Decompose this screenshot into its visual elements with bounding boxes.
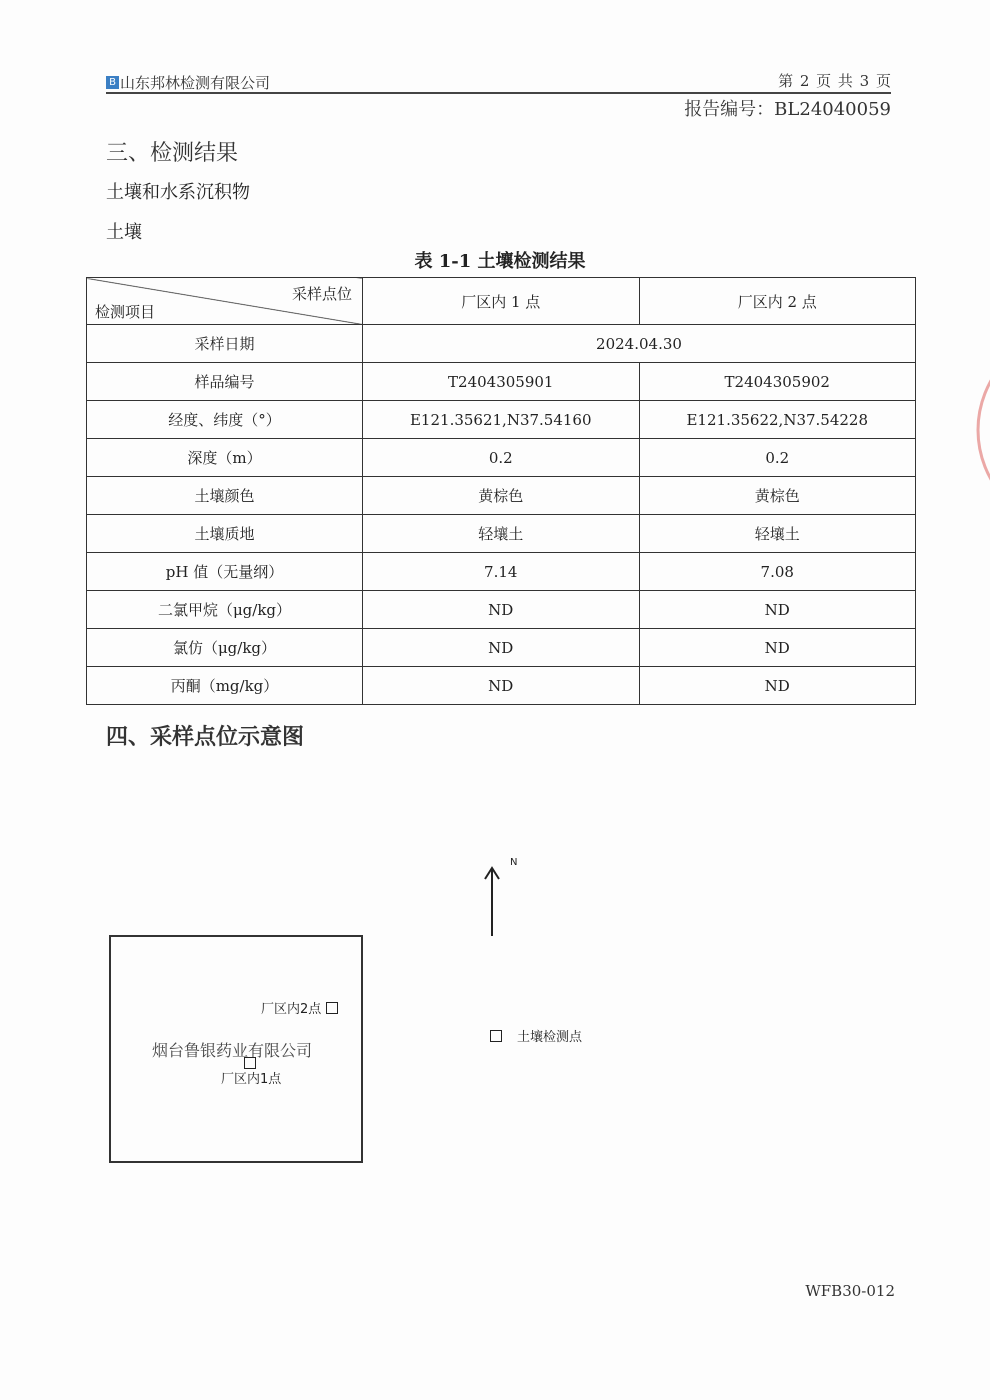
cell-point-1: 轻壤土 xyxy=(363,515,640,553)
map-legend xyxy=(490,1026,582,1045)
seal-stamp-icon xyxy=(968,330,990,530)
header-divider xyxy=(106,92,891,94)
table-row xyxy=(87,401,916,439)
row-label: 经度、纬度（°） xyxy=(87,401,363,439)
cell-point-2: 0.2 xyxy=(639,439,916,477)
section-4-title: 四、采样点位示意图 xyxy=(106,725,305,750)
sampling-date-value: 2024.04.30 xyxy=(363,325,916,363)
legend-marker-icon xyxy=(490,1030,502,1042)
row-label: 采样日期 xyxy=(87,325,363,363)
cell-point-1: E121.35621,N37.54160 xyxy=(363,401,640,439)
cell-point-1: ND xyxy=(363,591,640,629)
cell-point-1: 7.14 xyxy=(363,553,640,591)
cell-point-2: ND xyxy=(639,629,916,667)
sampling-point-2-marker-icon xyxy=(326,1002,338,1014)
cell-point-2: ND xyxy=(639,667,916,705)
north-label: N xyxy=(510,857,518,868)
table-header-row xyxy=(87,278,916,325)
table-corner-cell xyxy=(87,278,363,325)
legend-label: 土壤检测点 xyxy=(517,1030,583,1045)
row-label: 土壤质地 xyxy=(87,515,363,553)
company-logo-icon: B xyxy=(106,76,119,89)
cell-point-1: ND xyxy=(363,629,640,667)
soil-results-table xyxy=(86,277,916,705)
cell-point-2: 7.08 xyxy=(639,553,916,591)
column-header-point-1: 厂区内 1 点 xyxy=(363,278,640,325)
table-row xyxy=(87,477,916,515)
cell-point-2: 黄棕色 xyxy=(639,477,916,515)
report-number: 报告编号：BL24040059 xyxy=(684,99,891,120)
table-row xyxy=(87,629,916,667)
row-label: 土壤颜色 xyxy=(87,477,363,515)
corner-label-sampling-point: 采样点位 xyxy=(291,285,352,303)
cell-point-1: 0.2 xyxy=(363,439,640,477)
sampling-point-2-label: 厂区内2点 xyxy=(261,1002,322,1017)
row-label: 氯仿（μg/kg） xyxy=(87,629,363,667)
cell-point-2: 轻壤土 xyxy=(639,515,916,553)
column-header-point-2: 厂区内 2 点 xyxy=(639,278,916,325)
row-label: 丙酮（mg/kg） xyxy=(87,667,363,705)
cell-point-1: ND xyxy=(363,667,640,705)
page-number: 第 2 页 共 3 页 xyxy=(778,72,892,90)
cell-point-2: T2404305902 xyxy=(639,363,916,401)
company-name: 山东邦林检测有限公司 xyxy=(120,74,271,92)
section-3-sub-subtitle: 土壤 xyxy=(106,222,142,243)
table-row-date xyxy=(87,325,916,363)
north-arrow-icon xyxy=(483,865,503,937)
table-row xyxy=(87,363,916,401)
table-row xyxy=(87,515,916,553)
table-caption: 表 1-1 土壤检测结果 xyxy=(414,251,586,272)
cell-point-1: 黄棕色 xyxy=(363,477,640,515)
cell-point-1: T2404305901 xyxy=(363,363,640,401)
company-header xyxy=(106,72,270,93)
table-row xyxy=(87,439,916,477)
form-code: WFB30-012 xyxy=(805,1282,895,1300)
sampling-point-1-label: 厂区内1点 xyxy=(221,1072,282,1087)
corner-label-test-item: 检测项目 xyxy=(95,303,156,321)
section-3-subtitle: 土壤和水系沉积物 xyxy=(106,182,250,203)
table-row xyxy=(87,667,916,705)
row-label: pH 值（无量纲） xyxy=(87,553,363,591)
table-row xyxy=(87,553,916,591)
section-3-title: 三、检测结果 xyxy=(106,141,239,166)
cell-point-2: E121.35622,N37.54228 xyxy=(639,401,916,439)
sampling-point-2 xyxy=(261,998,338,1017)
site-company-name: 烟台鲁银药业有限公司 xyxy=(152,1041,313,1060)
cell-point-2: ND xyxy=(639,591,916,629)
row-label: 样品编号 xyxy=(87,363,363,401)
row-label: 深度（m） xyxy=(87,439,363,477)
table-row xyxy=(87,591,916,629)
row-label: 二氯甲烷（μg/kg） xyxy=(87,591,363,629)
